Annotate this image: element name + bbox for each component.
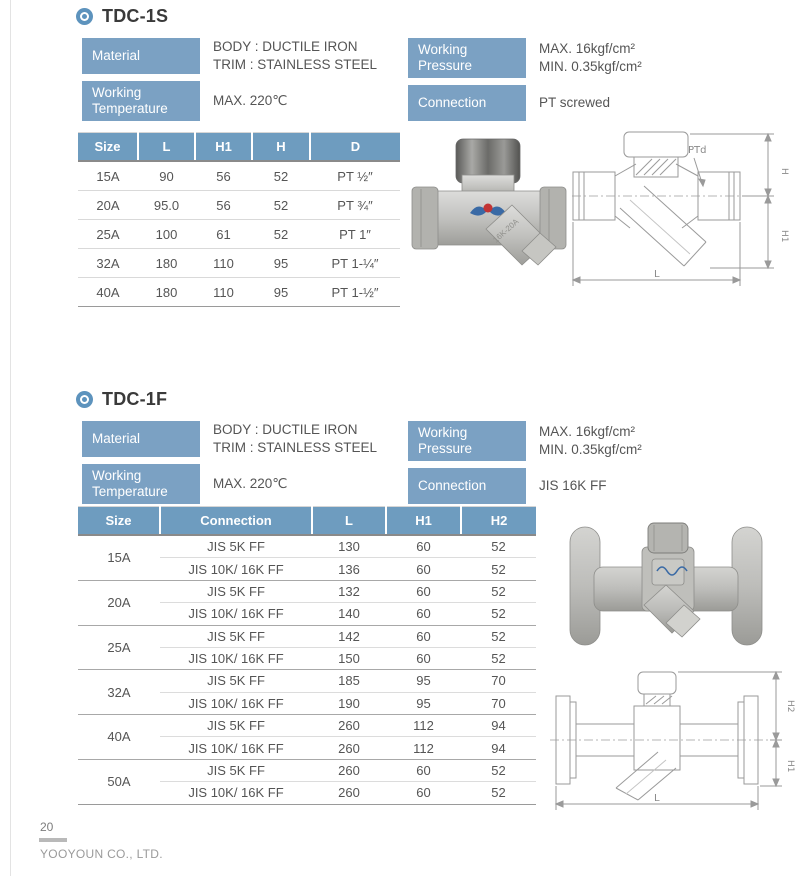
spec-row-working-temperature: [82, 464, 404, 504]
table-cell: 60: [386, 782, 461, 804]
table-cell: PT ½″: [310, 161, 400, 191]
table-cell: 112: [386, 715, 461, 737]
table-cell: JIS 10K/ 16K FF: [160, 782, 312, 804]
spec-row-working-pressure: [408, 38, 790, 78]
spec-value-line: MAX. 16kgf/cm²: [539, 424, 636, 440]
table-cell: JIS 5K FF: [160, 580, 312, 602]
section-title-tdc1f: [76, 389, 167, 410]
table-cell: 95: [252, 249, 310, 278]
spec-row-connection: [408, 468, 790, 504]
bonnet-outline: [634, 157, 678, 177]
spec-value: [526, 468, 607, 504]
table-cell: 52: [461, 558, 536, 580]
spec-label: Working Pressure: [408, 38, 526, 78]
table-cell: JIS 10K/ 16K FF: [160, 647, 312, 669]
spec-value-line: BODY : DUCTILE IRON: [213, 422, 358, 438]
spec-value-line: MAX. 220℃: [213, 476, 288, 492]
column-header: L: [312, 507, 386, 536]
spec-value-line: MAX. 220℃: [213, 93, 288, 109]
tdc1f-dimension-table: [78, 506, 536, 805]
table-cell: 260: [312, 782, 386, 804]
table-cell: 32A: [78, 249, 138, 278]
table-cell: 185: [312, 670, 386, 692]
drawing-label-h2: H2: [785, 700, 795, 713]
spec-value-line: TRIM : STAINLESS STEEL: [213, 57, 378, 72]
table-row: [78, 249, 400, 278]
table-cell: 260: [312, 759, 386, 781]
table-cell: 95.0: [138, 191, 195, 220]
drawing-label-l: L: [654, 793, 660, 804]
table-row: [78, 191, 400, 220]
table-cell: JIS 5K FF: [160, 759, 312, 781]
table-cell: 95: [386, 692, 461, 714]
section-title-text: TDC-1S: [102, 6, 169, 26]
table-cell: 52: [461, 759, 536, 781]
table-cell: 40A: [96, 284, 120, 300]
table-cell: 260: [312, 737, 386, 759]
table-cell: 112: [386, 737, 461, 759]
table-row: [78, 220, 400, 249]
table-cell: JIS 5K FF: [207, 539, 265, 555]
column-header: H: [252, 133, 310, 162]
table-cell: 150: [312, 647, 386, 669]
table-cell: 70: [461, 692, 536, 714]
table-row: [78, 580, 536, 602]
table-cell: 61: [195, 220, 252, 249]
table-row: [78, 759, 536, 781]
table-cell: 136: [312, 558, 386, 580]
table-cell: JIS 5K FF: [160, 625, 312, 647]
drawing-label-h1: H1: [779, 230, 789, 243]
table-cell: 60: [386, 603, 461, 625]
column-header: H2: [461, 507, 536, 536]
table-cell: 132: [312, 580, 386, 602]
spec-value: [200, 464, 287, 504]
table-cell: JIS 10K/ 16K FF: [160, 603, 312, 625]
table-cell: 94: [461, 715, 536, 737]
table-row: [78, 670, 536, 692]
page-edge-line: [10, 0, 11, 876]
tdc1f-technical-drawing: [548, 668, 796, 818]
size-cell: 40A: [78, 715, 160, 760]
size-cell: 50A: [78, 759, 160, 804]
table-cell: 180: [155, 284, 178, 300]
table-cell: 52: [252, 161, 310, 191]
page-number: 20: [40, 820, 54, 834]
table-cell: 60: [386, 625, 461, 647]
table-cell: 190: [312, 692, 386, 714]
table-row: [78, 625, 536, 647]
table-cell: 15A: [78, 161, 138, 191]
table-cell: 100: [138, 220, 195, 249]
company-name: YOOYOUN CO., LTD.: [40, 847, 163, 861]
spec-value: [200, 81, 287, 121]
table-cell: PT ¾″: [310, 191, 400, 220]
table-cell: 142: [312, 625, 386, 647]
table-header: [78, 507, 536, 536]
tdc1s-technical-drawing: [570, 128, 795, 292]
table-cell: 25A: [78, 220, 138, 249]
table-cell: 94: [461, 737, 536, 759]
bullet-icon: [76, 391, 93, 408]
drawing-label-l: L: [654, 269, 660, 280]
tdc1s-product-photo: [410, 131, 568, 291]
table-cell: 130: [338, 539, 360, 555]
table-cell: 52: [461, 580, 536, 602]
spec-value: [200, 38, 377, 74]
size-cell: 32A: [78, 670, 160, 715]
spec-row-connection: [408, 85, 790, 121]
table-cell: 52: [461, 603, 536, 625]
table-row: [78, 715, 536, 737]
spec-value: [526, 85, 610, 121]
spec-value-line: MIN. 0.35kgf/cm²: [539, 442, 642, 458]
page-number-underline: [39, 838, 67, 842]
body-block: [634, 706, 680, 770]
table-cell: 52: [461, 782, 536, 804]
spec-row-material: [82, 38, 404, 74]
tdc1f-product-photo: [560, 505, 772, 665]
table-cell: 52: [252, 191, 310, 220]
table-header: [78, 133, 400, 162]
spec-column-left: [82, 421, 404, 511]
table-cell: JIS 10K/ 16K FF: [160, 692, 312, 714]
svg-text:16K-20A: 16K-20A: [491, 216, 521, 245]
spec-label: Material: [82, 421, 200, 457]
table-cell: 140: [312, 603, 386, 625]
spec-label: Connection: [408, 85, 526, 121]
drawing-label-h: H: [779, 168, 789, 175]
table-cell: 52: [491, 539, 506, 555]
column-header: Size: [78, 133, 138, 162]
table-cell: 95: [273, 284, 289, 300]
table-cell: JIS 10K/ 16K FF: [160, 558, 312, 580]
table-cell: PT 1-¼″: [310, 249, 400, 278]
column-header: Size: [78, 507, 160, 536]
table-body: [78, 161, 400, 307]
spec-value-line: JIS 16K FF: [539, 478, 607, 494]
table-cell: 60: [386, 558, 461, 580]
table-cell: 110: [213, 284, 234, 300]
cap-outline: [638, 672, 676, 694]
table-cell: PT 1″: [310, 220, 400, 249]
table-row: [78, 161, 400, 191]
spec-label: Working Pressure: [408, 421, 526, 461]
spec-value: [200, 421, 377, 457]
table-cell: 70: [461, 670, 536, 692]
table-cell: 60: [416, 539, 431, 555]
table-row: [78, 278, 400, 307]
table-cell: PT 1-½″: [331, 284, 379, 300]
size-cell: 20A: [78, 580, 160, 625]
size-cell: 25A: [78, 625, 160, 670]
table-cell: 56: [195, 161, 252, 191]
spec-label: Connection: [408, 468, 526, 504]
table-cell: 52: [252, 220, 310, 249]
column-header: D: [310, 133, 400, 162]
column-header: H1: [386, 507, 461, 536]
spec-row-working-pressure: [408, 421, 790, 461]
spec-value-line: PT screwed: [539, 95, 611, 111]
spec-value: [526, 421, 642, 461]
table-cell: 110: [195, 249, 252, 278]
spec-value-line: MIN. 0.35kgf/cm²: [539, 59, 642, 75]
size-cell: 15A: [107, 550, 131, 566]
spec-column-right: [408, 38, 790, 128]
column-header: Connection: [160, 507, 312, 536]
spec-column-right: [408, 421, 790, 511]
tdc1s-dimension-table: [78, 132, 400, 307]
spec-value-line: TRIM : STAINLESS STEEL: [213, 440, 378, 455]
table-cell: JIS 10K/ 16K FF: [160, 737, 312, 759]
table-body: [78, 535, 536, 804]
spec-value-line: BODY : DUCTILE IRON: [213, 39, 358, 55]
table-cell: 20A: [78, 191, 138, 220]
spec-label: Working Temperature: [82, 81, 200, 121]
table-cell: 60: [386, 580, 461, 602]
spec-value-line: MAX. 16kgf/cm²: [539, 41, 636, 57]
spec-row-material: [82, 421, 404, 457]
table-cell: 60: [386, 647, 461, 669]
drawing-label-h1: H1: [785, 760, 795, 773]
table-cell: JIS 5K FF: [160, 670, 312, 692]
drawing-label-port: PTd: [688, 145, 707, 156]
table-row: [78, 535, 536, 558]
table-cell: 90: [138, 161, 195, 191]
bonnet-outline: [644, 694, 670, 706]
cap-outline: [624, 132, 688, 157]
spec-label: Material: [82, 38, 200, 74]
table-cell: 60: [386, 759, 461, 781]
section-title-text: TDC-1F: [102, 389, 168, 409]
spec-label: Working Temperature: [82, 464, 200, 504]
table-cell: JIS 5K FF: [160, 715, 312, 737]
bullet-icon: [76, 8, 93, 25]
spec-value: [526, 38, 642, 78]
table-cell: 180: [138, 249, 195, 278]
column-header: L: [138, 133, 195, 162]
spec-row-working-temperature: [82, 81, 404, 121]
column-header: H1: [195, 133, 252, 162]
section-title-tdc1s: [76, 6, 168, 27]
table-cell: 260: [312, 715, 386, 737]
table-cell: 52: [461, 625, 536, 647]
table-cell: 95: [386, 670, 461, 692]
table-cell: 56: [195, 191, 252, 220]
spec-column-left: [82, 38, 404, 128]
strainer-outline: [620, 208, 684, 266]
table-cell: 52: [461, 647, 536, 669]
